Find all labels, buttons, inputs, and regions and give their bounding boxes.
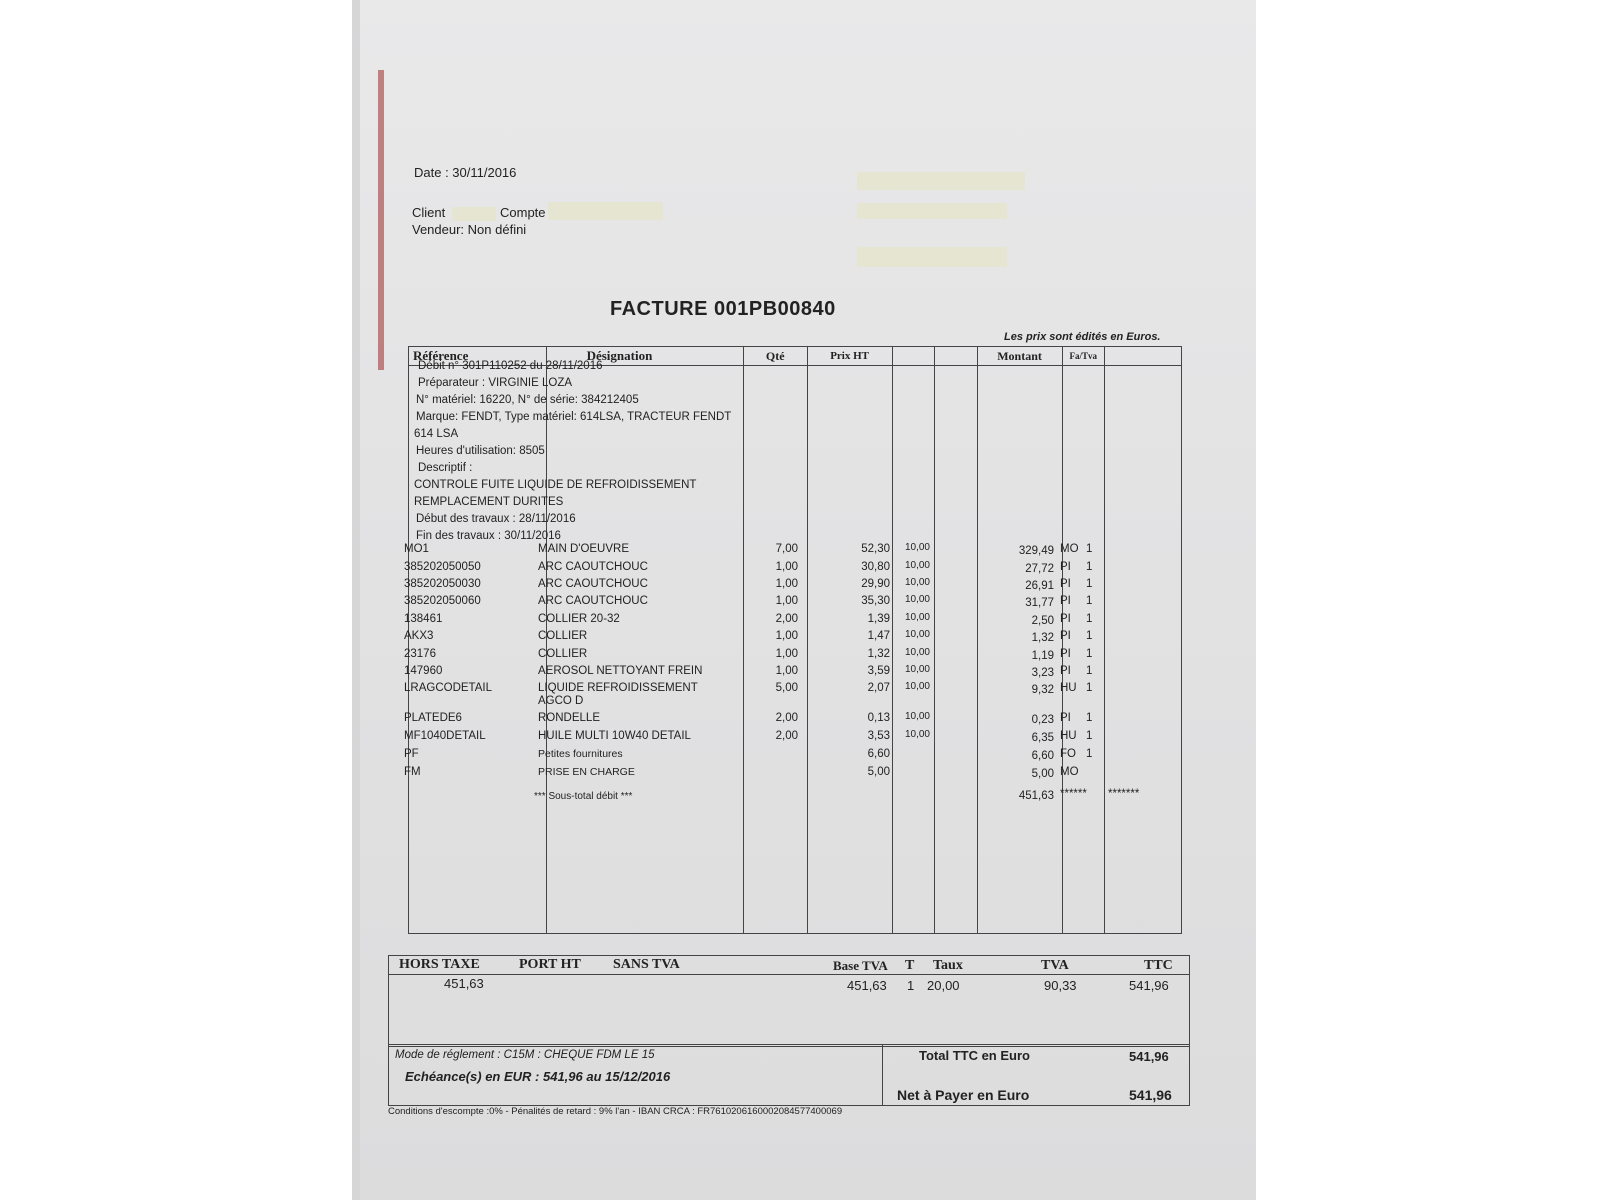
line-fa: PI — [1060, 712, 1071, 724]
line-prix: 0,13 — [867, 712, 890, 724]
line-des: AEROSOL NETTOYANT FREIN — [538, 665, 703, 677]
totals-header-taux: Taux — [933, 958, 963, 973]
line-tx: 10,00 — [904, 612, 930, 623]
line-tva: 1 — [1086, 682, 1093, 694]
totals-header-ttc: TTC — [1144, 958, 1173, 973]
line-montant: 9,32 — [1031, 684, 1054, 696]
line-tx: 10,00 — [904, 577, 930, 588]
line-des: COLLIER — [538, 630, 588, 642]
totals-header-base: Base TVA — [833, 958, 888, 973]
detail-line: REMPLACEMENT DURITES — [414, 496, 564, 508]
line-qte: 1,00 — [775, 561, 798, 573]
detail-line: Débit n° 301P110252 du 28/11/2016 — [418, 360, 603, 372]
subtotal-montant: 451,63 — [1018, 790, 1054, 802]
line-ref: FM — [404, 766, 421, 778]
line-des: COLLIER 20-32 — [538, 613, 620, 625]
subtotal-tva: ******* — [1108, 788, 1140, 800]
detail-line: CONTROLE FUITE LIQUIDE DE REFROIDISSEMENT — [414, 479, 697, 491]
redaction-address-2 — [857, 203, 1007, 219]
client-label: Client — [412, 205, 446, 220]
line-des: LIQUIDE REFROIDISSEMENT — [538, 682, 698, 694]
line-des: HUILE MULTI 10W40 DETAIL — [538, 730, 691, 742]
line-tx: 10,00 — [904, 629, 930, 640]
invoice-date: Date : 30/11/2016 — [414, 165, 517, 180]
line-fa: MO — [1060, 766, 1079, 778]
header-prix: Prix HT — [807, 347, 892, 366]
line-ref: 385202050030 — [404, 578, 481, 590]
line-tva: 1 — [1086, 630, 1093, 642]
totals-header-sans-tva: SANS TVA — [613, 957, 680, 972]
line-montant: 6,60 — [1031, 750, 1054, 762]
detail-line: 614 LSA — [414, 428, 459, 440]
line-montant: 0,23 — [1031, 714, 1054, 726]
line-fa: PI — [1060, 595, 1071, 607]
header-qte: Qté — [743, 347, 807, 366]
detail-line: Début des travaux : 28/11/2016 — [416, 513, 576, 525]
redaction-compte — [548, 202, 663, 220]
totals-header-hors-taxe: HORS TAXE — [399, 957, 480, 972]
line-qte: 1,00 — [775, 648, 798, 660]
invoice-title: FACTURE 001PB00840 — [610, 298, 836, 320]
line-qte: 2,00 — [775, 712, 798, 724]
line-tx: 10,00 — [904, 594, 930, 605]
line-tva: 1 — [1086, 613, 1093, 625]
price-note: Les prix sont édités en Euros. — [1004, 331, 1161, 343]
line-tva: 1 — [1086, 543, 1093, 555]
subtotal-fa: ****** — [1060, 788, 1087, 800]
totals-header-port: PORT HT — [519, 957, 581, 972]
line-tx: 10,00 — [904, 542, 930, 553]
line-des: ARC CAOUTCHOUC — [538, 578, 648, 590]
line-des-continued: AGCO D — [538, 695, 584, 707]
line-des: ARC CAOUTCHOUC — [538, 595, 648, 607]
line-ref: 385202050060 — [404, 595, 481, 607]
line-montant: 27,72 — [1025, 563, 1054, 575]
detail-line: Fin des travaux : 30/11/2016 — [416, 530, 561, 542]
line-tva: 1 — [1086, 665, 1093, 677]
line-ref: MF1040DETAIL — [404, 730, 486, 742]
line-qte: 7,00 — [775, 543, 798, 555]
line-prix: 52,30 — [861, 543, 890, 555]
totals-taux: 20,00 — [927, 978, 960, 993]
line-ref: PF — [404, 748, 419, 760]
paper-edge — [352, 0, 360, 1200]
totals-t: 1 — [907, 978, 915, 993]
header-reference: Référence — [409, 347, 547, 366]
line-prix: 5,00 — [867, 766, 890, 778]
total-ttc-value: 541,96 — [1129, 1049, 1169, 1064]
line-fa: HU — [1060, 730, 1077, 742]
line-qte: 2,00 — [775, 613, 798, 625]
totals-ttc: 541,96 — [1129, 978, 1169, 993]
line-tva: 1 — [1086, 578, 1093, 590]
line-tva: 1 — [1086, 730, 1093, 742]
line-qte: 1,00 — [775, 665, 798, 677]
redaction-address-1 — [857, 172, 1025, 190]
detail-line: Préparateur : VIRGINIE LOZA — [418, 377, 573, 389]
line-qte: 1,00 — [775, 578, 798, 590]
line-montant: 26,91 — [1025, 580, 1054, 592]
line-fa: MO — [1060, 543, 1079, 555]
header-designation: Désignation — [546, 347, 743, 366]
vendeur-label: Vendeur: Non défini — [412, 222, 527, 237]
header-fatva: Fa/Tva — [1062, 347, 1104, 366]
payment-mode: Mode de réglement : C15M : CHEQUE FDM LE 15 — [395, 1049, 655, 1061]
line-montant: 6,35 — [1031, 732, 1054, 744]
line-des: MAIN D'OEUVRE — [538, 543, 630, 555]
line-montant: 31,77 — [1025, 597, 1054, 609]
red-edge-mark — [378, 70, 384, 370]
line-tx: 10,00 — [904, 560, 930, 571]
line-fa: PI — [1060, 648, 1071, 660]
net-a-payer-value: 541,96 — [1129, 1087, 1172, 1103]
line-prix: 1,47 — [867, 630, 890, 642]
header-montant: Montant — [977, 347, 1062, 366]
totals-tva: 90,33 — [1044, 978, 1077, 993]
line-montant: 329,49 — [1018, 545, 1054, 557]
total-ttc-label: Total TTC en Euro — [919, 1048, 1030, 1063]
line-tva: 1 — [1086, 712, 1093, 724]
line-qte: 1,00 — [775, 630, 798, 642]
totals-base: 451,63 — [847, 978, 887, 993]
line-des: RONDELLE — [538, 712, 600, 724]
line-ref: 385202050050 — [404, 561, 481, 573]
invoice-paper — [352, 0, 1256, 1200]
detail-line: Marque: FENDT, Type matériel: 614LSA, TRACTEUR FENDT — [416, 411, 732, 423]
payment-box — [388, 1044, 1190, 1106]
line-prix: 30,80 — [861, 561, 890, 573]
line-tva: 1 — [1086, 561, 1093, 573]
line-tva: 1 — [1086, 748, 1093, 760]
totals-box — [388, 955, 1190, 1047]
detail-line: Heures d'utilisation: 8505 — [416, 445, 545, 457]
line-prix: 3,59 — [867, 665, 890, 677]
line-ref: MO1 — [404, 543, 429, 555]
line-tva: 1 — [1086, 595, 1093, 607]
totals-header-tva: TVA — [1041, 958, 1069, 973]
line-montant: 2,50 — [1031, 615, 1054, 627]
line-tx: 10,00 — [904, 647, 930, 658]
detail-line: Descriptif : — [418, 462, 473, 474]
line-prix: 1,32 — [867, 648, 890, 660]
line-qte: 2,00 — [775, 730, 798, 742]
conditions-footer: Conditions d'escompte :0% - Pénalités de retard : 9% l'an - IBAN CRCA : FR7610206160002084577400069 — [388, 1106, 843, 1117]
redaction-address-3 — [857, 247, 1007, 267]
line-prix: 2,07 — [867, 682, 890, 694]
line-prix: 3,53 — [867, 730, 890, 742]
compte-label: Compte — [500, 205, 546, 220]
line-ref: 147960 — [404, 665, 443, 677]
line-ref: AKX3 — [404, 630, 434, 642]
line-fa: FO — [1060, 748, 1076, 760]
line-montant: 5,00 — [1031, 768, 1054, 780]
line-fa: PI — [1060, 613, 1071, 625]
line-montant: 1,19 — [1031, 650, 1054, 662]
payment-echeance: Echéance(s) en EUR : 541,96 au 15/12/2016 — [405, 1069, 671, 1084]
line-prix: 1,39 — [867, 613, 890, 625]
line-qte: 1,00 — [775, 595, 798, 607]
line-prix: 29,90 — [861, 578, 890, 590]
totals-header-t: T — [905, 958, 915, 973]
net-a-payer-label: Net à Payer en Euro — [897, 1087, 1030, 1103]
line-ref: 23176 — [404, 648, 436, 660]
line-prix: 35,30 — [861, 595, 890, 607]
line-fa: HU — [1060, 682, 1077, 694]
line-qte: 5,00 — [775, 682, 798, 694]
redaction-client — [452, 207, 496, 221]
line-des: ARC CAOUTCHOUC — [538, 561, 648, 573]
line-tx: 10,00 — [904, 711, 930, 722]
line-des: Petites fournitures — [538, 748, 623, 760]
line-tx: 10,00 — [904, 681, 930, 692]
line-prix: 6,60 — [867, 748, 890, 760]
line-des: COLLIER — [538, 648, 588, 660]
line-fa: PI — [1060, 665, 1071, 677]
subtotal-label: *** Sous-total débit *** — [534, 791, 633, 802]
line-fa: PI — [1060, 578, 1071, 590]
line-ref: 138461 — [404, 613, 443, 625]
line-tx: 10,00 — [904, 664, 930, 675]
line-ref: PLATEDE6 — [404, 712, 462, 724]
line-montant: 1,32 — [1031, 632, 1054, 644]
line-tva: 1 — [1086, 648, 1093, 660]
line-fa: PI — [1060, 561, 1071, 573]
line-tx: 10,00 — [904, 729, 930, 740]
line-montant: 3,23 — [1031, 667, 1054, 679]
detail-line: N° matériel: 16220, N° de série: 384212405 — [416, 394, 639, 406]
line-ref: LRAGCODETAIL — [404, 682, 492, 694]
totals-hors-taxe: 451,63 — [444, 976, 484, 991]
line-des: PRISE EN CHARGE — [538, 766, 635, 778]
line-fa: PI — [1060, 630, 1071, 642]
